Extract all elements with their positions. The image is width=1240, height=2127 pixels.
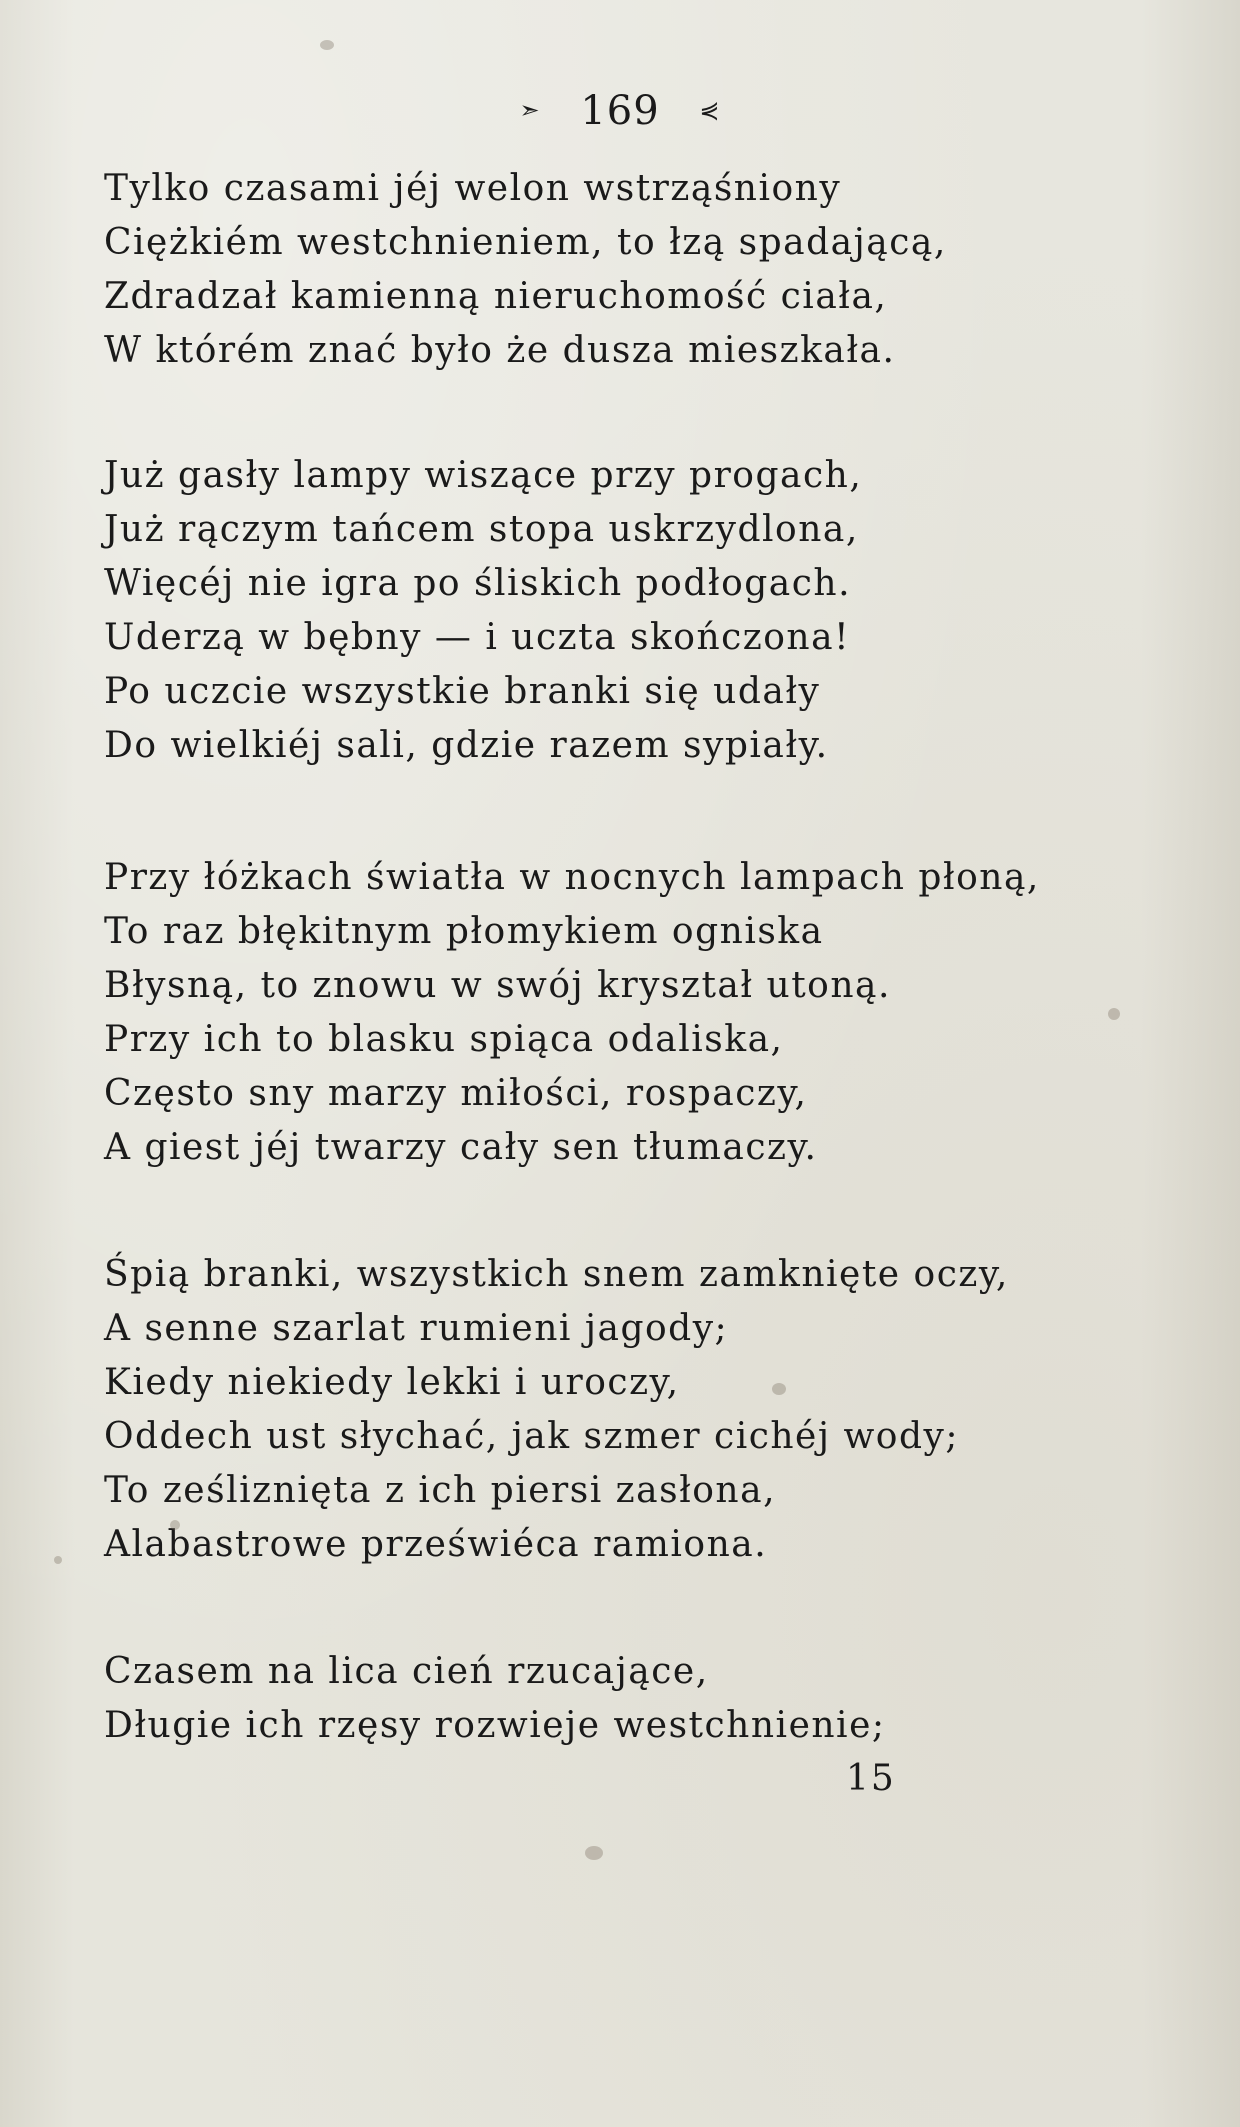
verse-line: Śpią branki, wszystkich snem zamknięte oczy, [104,1254,1009,1295]
bleed-through-decoration [990,165,1110,629]
page-number: 169 [580,88,660,134]
verse-line: Już rączym tańcem stopa uskrzydlona, [104,509,859,550]
verse-line: Już gasły lampy wiszące przy progach, [104,455,863,496]
verse-line: Oddech ust słychać, jak szmer cichéj wody; [104,1416,959,1457]
paper-speck [585,1846,603,1860]
ornament-left-icon: ➣ [519,96,541,124]
paper-speck [1108,1008,1120,1020]
stanza-1 [104,162,947,378]
verse-line: Do wielkiéj sali, gdzie razem sypiały. [104,725,829,766]
verse-line: Często sny marzy miłości, rospaczy, [104,1073,808,1114]
verse-line: W którém znać było że dusza mieszkała. [104,330,896,371]
paper-speck [772,1383,786,1395]
verse-line: Uderzą w bębny — i uczta skończona! [104,617,851,658]
verse-line: Błysną, to znowu w swój kryształ utoną. [104,965,891,1006]
ornament-right-icon: ⋞ [699,96,721,124]
verse-line: Czasem na lica cień rzucające, [104,1651,709,1692]
verse-line: Alabastrowe przeświéca ramiona. [104,1524,768,1565]
verse-line: Przy ich to blasku spiąca odaliska, [104,1019,784,1060]
stanza-2 [104,449,862,773]
stanza-3 [104,851,1040,1175]
verse-line: Więcéj nie igra po śliskich podłogach. [104,563,852,604]
verse-line: Ciężkiém westchnieniem, to łzą spadającą, [104,222,947,263]
paper-speck [320,40,334,50]
verse-line: A senne szarlat rumieni jagody; [104,1308,729,1349]
paper-speck [170,1520,180,1530]
verse-line: Długie ich rzęsy rozwieje westchnienie; [104,1705,886,1746]
verse-line: To ześliznięta z ich piersi zasłona, [104,1470,777,1511]
verse-line: Po uczcie wszystkie branki się udały [104,671,821,712]
page-header [0,88,1240,134]
stanza-5 [104,1645,886,1753]
paper-speck [54,1556,62,1564]
verse-line: Kiedy niekiedy lekki i uroczy, [104,1362,680,1403]
printer-signature: 15 [846,1758,896,1799]
verse-line: To raz błękitnym płomykiem ogniska [104,911,824,952]
verse-line: Przy łóżkach światła w nocnych lampach płoną, [104,857,1040,898]
verse-line: Zdradzał kamienną nieruchomość ciała, [104,276,888,317]
stanza-4 [104,1248,1009,1572]
verse-line: Tylko czasami jéj welon wstrząśniony [104,168,842,209]
verse-line: A giest jéj twarzy cały sen tłumaczy. [104,1127,818,1168]
